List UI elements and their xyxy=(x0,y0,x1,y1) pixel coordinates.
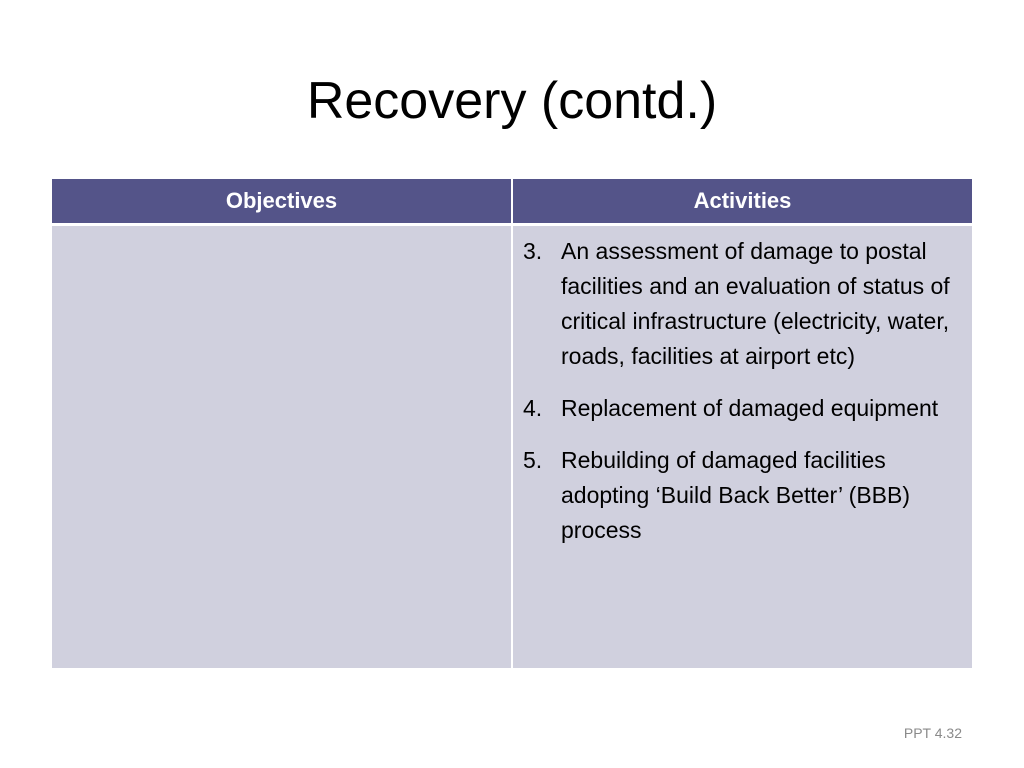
activities-header: Activities xyxy=(512,179,972,225)
table-header-row xyxy=(52,179,972,225)
list-item xyxy=(523,234,960,374)
list-item xyxy=(523,443,960,548)
list-item-text: Replacement of damaged equipment xyxy=(561,395,939,421)
list-item-number: 5. xyxy=(523,447,543,473)
slide-number: PPT 4.32 xyxy=(903,725,962,741)
list-item-number: 3. xyxy=(523,238,543,264)
list-item-text: Rebuilding of damaged facilities adopting ‘Build Back Better’ (BBB) process xyxy=(561,447,911,543)
activities-cell xyxy=(512,225,972,669)
activities-list xyxy=(513,226,972,548)
objectives-cell xyxy=(52,225,512,669)
table-row xyxy=(52,225,972,669)
list-item-number: 4. xyxy=(523,395,543,421)
slide-title: Recovery (contd.) xyxy=(306,72,718,130)
objectives-header: Objectives xyxy=(52,179,512,225)
list-item xyxy=(523,391,960,426)
recovery-table xyxy=(52,179,972,668)
objectives-activities-table xyxy=(52,179,972,668)
list-item-text: An assessment of damage to postal facilities and an evaluation of status of critical infrastructure (electricity, water, roads, facilities at airport etc) xyxy=(561,238,950,369)
